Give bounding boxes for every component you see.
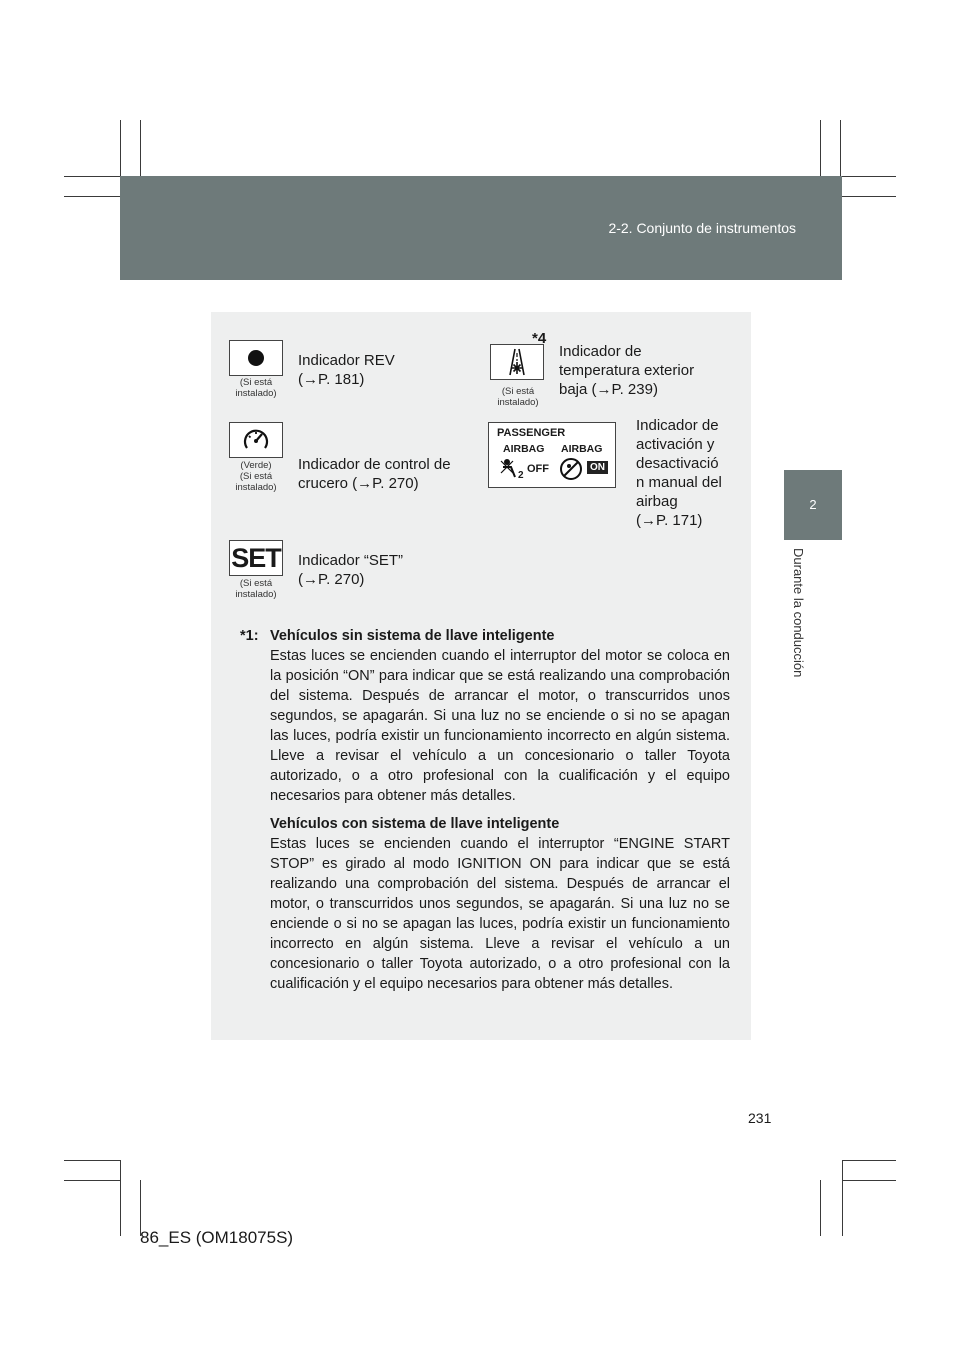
footnote-text: Estas luces se encienden cuando el interruptor del motor se coloca en la posición “ON” para indicar que se está realizando una comprobación del sistema. Después de arrancar el motor, o transcurridos unos segundos, se apagarán. Si una luz no se enciende o si no se apagan las luces, podría existir un funcionamiento incorrecto en algún sistema. Lleve a revisar el vehículo a un concesionario o taller Toyota autorizado, o a otro profesional con la cualificación y el equipo necesarios para obtener más detalles. [270,648,730,804]
airbag-passenger-text: PASSENGER [497,427,566,439]
cruise-control-note: (Verde) (Si está instalado) [235,460,277,493]
crop-mark [820,120,821,176]
set-indicator-label: Indicador “SET” (→P. 270) [298,552,404,588]
footnote-star: *4 [532,330,547,347]
rev-indicator-note: (Si está instalado) [235,377,277,399]
footnote [240,626,730,1002]
crop-mark [120,1160,121,1236]
set-indicator-note: (Si está instalado) [235,578,277,600]
low-temperature-icon [490,344,544,380]
airbag-prohibited-icon [559,457,583,481]
crop-mark [842,176,896,177]
crop-mark [140,120,141,176]
crop-mark [842,196,896,197]
rev-indicator-icon [229,340,283,376]
section-header [120,176,842,280]
airbag-text: AIRBAG [561,443,603,455]
airbag-two-text: 2 [518,470,524,481]
set-icon-text: SET [231,542,281,573]
rev-indicator-label: Indicador REV (→P. 181) [298,352,395,388]
crop-mark [64,176,120,177]
crop-mark [64,1160,120,1161]
low-temperature-note: (Si está instalado) [497,386,539,408]
chapter-tab-label: Durante la conducción [791,548,806,678]
crop-mark [842,1160,843,1236]
crop-mark [840,120,841,176]
set-indicator-icon [229,540,283,576]
airbag-text: AIRBAG [503,443,545,455]
chapter-tab-number: 2 [784,470,842,540]
crop-mark [842,1180,896,1181]
crop-mark [820,1180,821,1236]
section-title: 2-2. Conjunto de instrumentos [608,220,796,236]
footnote-text: Estas luces se encienden cuando el interruptor “ENGINE START STOP” es girado al modo IGNITION ON para indicar que se está realizando una comprobación del sistema. Después de arrancar el motor, o transcurridos unos segundos, se apagarán. Si una luz no se enciende o si no se apagan las luces, podría existir un funcionamiento incorrecto en algún sistema. Lleve a revisar el vehículo a un concesionario o taller Toyota autorizado, o a otro profesional con la cualificación y el equipo necesarios para obtener más detalles. [270,836,730,992]
page-number: 231 [748,1110,772,1126]
airbag-indicator-label: Indicador de activación y desactivació n manual del airbag (→P. 171) [636,417,722,529]
airbag-off-text: OFF [527,463,549,475]
airbag-on-text: ON [587,461,608,474]
airbag-indicator-icon [488,422,616,488]
crop-mark [64,196,120,197]
footnote-heading: Vehículos sin sistema de llave inteligente [270,628,555,644]
crop-mark [842,1160,896,1161]
cruise-control-icon [229,422,283,458]
seat-occupant-icon [499,457,525,481]
footnote-mark: *1: [240,628,259,644]
footnote-heading: Vehículos con sistema de llave inteligente [270,816,560,832]
low-temperature-label: Indicador de temperatura exterior baja (→P. 239) [559,343,695,398]
document-code: 86_ES (OM18075S) [140,1228,294,1247]
crop-mark [120,120,121,176]
crop-mark [64,1180,120,1181]
cruise-control-label: Indicador de control de crucero (→P. 270) [298,456,451,492]
